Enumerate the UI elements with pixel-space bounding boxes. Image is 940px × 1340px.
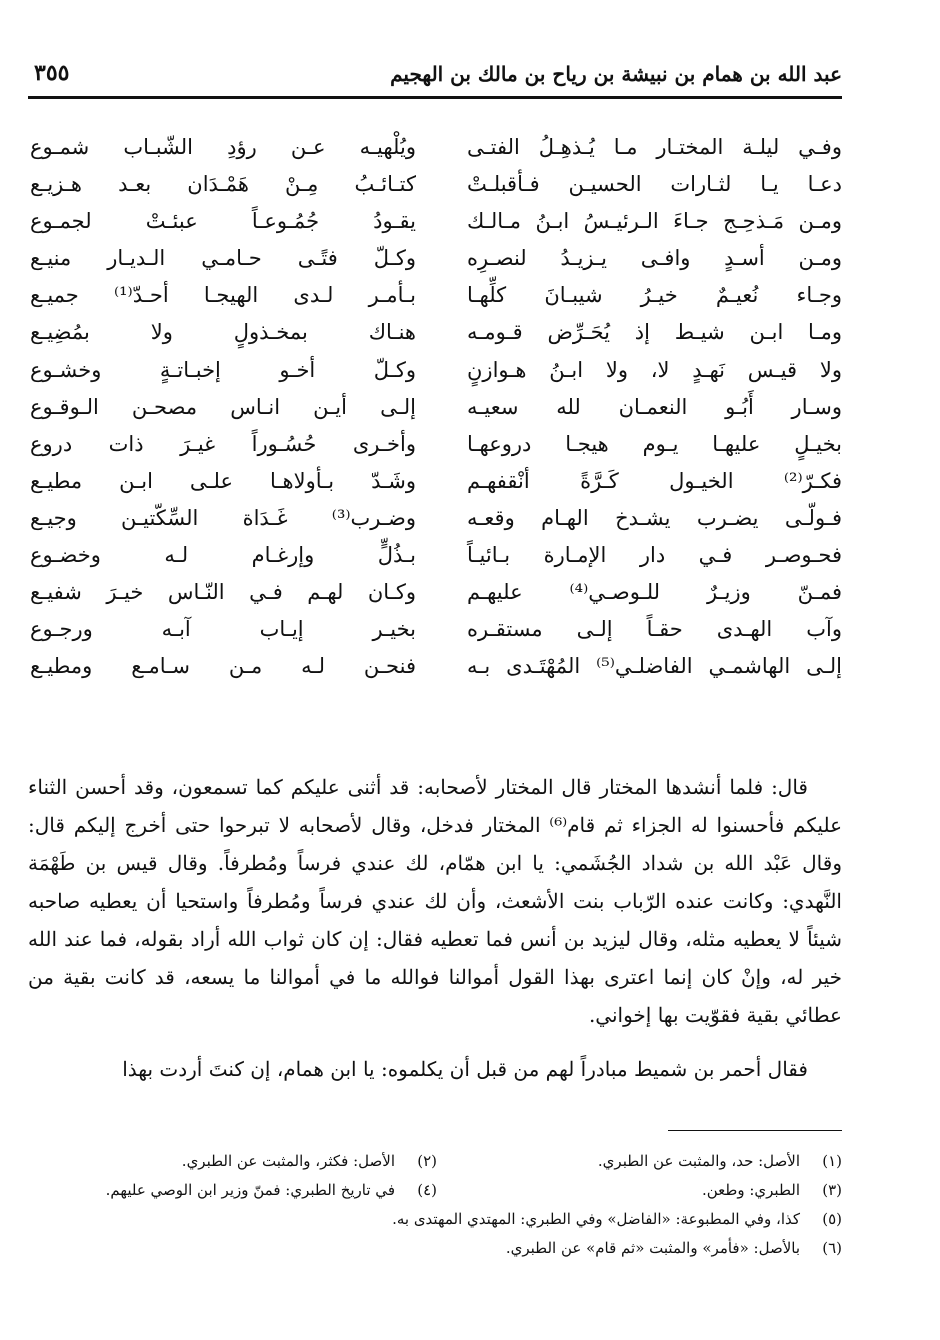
verse-first-hemistich: ومـا ابـن شيـط إذ يُحَـرِّض قـومـه <box>467 320 842 345</box>
header-rule <box>28 96 842 99</box>
verse-first-hemistich: وفـي ليلـة المختـار مـا يُـذهِـلُ الفتـى <box>467 135 842 159</box>
footnote <box>106 1177 437 1204</box>
verse-second-hemistich: وأخـرى حُسُـوراً غيـرَ ذات دروع <box>30 431 416 456</box>
verse-first-hemistich: ومـن مَـذحِـج جـاءَ الـرئيـسُ ابـنُ مـالـك <box>467 209 842 234</box>
verse-second-hemistich: وشَـدّ بـأولاهـا علـى ابـن مطيـع <box>30 468 416 493</box>
poem-verse <box>28 276 842 313</box>
poem-verse <box>28 388 842 425</box>
verse-second-hemistich: إلـى أيـن انـاس مصحـن الـوقـوع <box>30 394 416 419</box>
poem-verse <box>28 239 842 276</box>
poem-verse <box>28 647 842 684</box>
header-title: عبد الله بن همام بن نبيشة بن رياح بن مالك بن الهجيم <box>390 62 842 86</box>
footnotes <box>28 1148 842 1264</box>
poem-verse <box>28 462 842 499</box>
footnote <box>598 1148 842 1175</box>
poem-verse <box>28 536 842 573</box>
footnote-number: (٤) <box>417 1181 437 1199</box>
prose-body <box>28 768 842 1088</box>
verse-second-hemistich: يقـودُ جُمُـوعـاً عبئـتْ لجمـوع <box>30 209 416 234</box>
footnote <box>506 1235 842 1262</box>
poem-verse <box>28 313 842 350</box>
running-header <box>28 58 842 94</box>
verse-second-hemistich: كتـائـبُ مِـنْ هَمْـدَان بعـد هـزيـع <box>30 172 416 197</box>
verse-first-hemistich: دعـا يـا لثـارات الحسيـن فـأقبلـتْ <box>467 172 842 197</box>
verse-second-hemistich: بـذُلٍّ وإرغـام لـه وخضـوع <box>30 543 416 568</box>
verse-first-hemistich: وجـاء نُعيـمٌ خيـرُ شيبـانَ كلِّهـا <box>467 283 842 308</box>
poem <box>28 128 842 758</box>
poem-verse <box>28 499 842 536</box>
poem-verse <box>28 165 842 202</box>
footnote-number: (٦) <box>822 1239 842 1257</box>
verse-second-hemistich: وكـلّ أخـو إخبـاتـةٍ وخشـوع <box>30 357 416 382</box>
footnote-text: في تاريخ الطبري: فمنّ وزير ابن الوصي عليهم. <box>105 1181 395 1199</box>
verse-first-hemistich: فمـنّ وزيـرٌ للـوصـي⁽⁴⁾ عليهـم <box>467 580 842 605</box>
footnote-number: (٣) <box>822 1181 842 1199</box>
verse-second-hemistich: وضـرب⁽³⁾ غَـدَاة السِّكّتيـن وجيـع <box>30 505 416 530</box>
verse-second-hemistich: بخيـر إيـاب آبـه ورجـوع <box>30 617 416 642</box>
footnote-row <box>28 1177 842 1206</box>
verse-second-hemistich: وكـلّ فتًـى حـامـي الـديـار منيـع <box>30 246 416 271</box>
footnote-text: كذا، وفي المطبوعة: «الفاضل» وفي الطبري: المهتدي المهتدى به. <box>392 1210 800 1228</box>
verse-first-hemistich: فحـوصـر فـي دار الإمـارة بـائيـاً <box>467 543 842 568</box>
verse-first-hemistich: وسـار أَبُـو النعمـان لله سعيـه <box>467 394 842 419</box>
verse-second-hemistich: هنـاك بمخـذولٍ ولا بمُضِيـع <box>30 320 416 345</box>
footnote-row <box>28 1235 842 1264</box>
footnote-rule <box>668 1130 842 1131</box>
page-number: ٣٥٥ <box>34 60 70 86</box>
verse-first-hemistich: فكـرّ⁽²⁾ الخيـول كَـرَّةً أنْقفهـم <box>467 468 842 493</box>
verse-second-hemistich: بـأمـر لـدى الهيجـا أحـدّ⁽¹⁾ جميـع <box>30 283 416 308</box>
poem-verse <box>28 351 842 388</box>
verse-first-hemistich: بخيـلٍ عليهـا يـوم هيجـا دروعهـا <box>467 431 842 456</box>
footnote-number: (١) <box>822 1152 842 1170</box>
footnote <box>702 1177 842 1204</box>
poem-verse <box>28 573 842 610</box>
footnote <box>182 1148 437 1175</box>
prose-paragraph: قال: فلما أنشدها المختار قال المختار لأصحابه: قد أثنى عليكم كما تسمعون، وقد أحسن الثناء عليكم فأحسنوا له الجزاء ثم قام⁽⁶⁾ المختار فدخل، وقال لأصحابه لا تبرحوا حتى أخرج إليكم قال: وقال عَبْد الله بن شداد الجُشَمي: يا ابن همّام، لك عندي فرساً ومُطرفاً. وقال قيس بن طَهْمَة النَّهدي: وكانت عنده الرّباب بنت الأشعث، وأن لك عندي فرساً ومُطرفاً واستحيا أن يعطيه صاحبه شيئاً لا يعطيه مثله، وقال ليزيد بن أنس فما تعطيه فقال: إن كان ثواب الله أراد بقوله، فما عند الله خير له، وإنْ كان إنما اعترى بهذا القول أموالنا فوالله ما في أموالنا ما يسعه، قد كانت بقية من عطائي بقية فقوّيت بها إخواني. <box>28 775 843 1027</box>
footnote-text: الأصل: فكثر، والمثبت عن الطبري. <box>181 1152 395 1170</box>
verse-second-hemistich: وكـان لهـم فـي النّـاس خيـرَ شفيـع <box>30 580 416 605</box>
verse-first-hemistich: وآب الهـدى حقـاً إلـى مستقـره <box>467 617 842 642</box>
poem-verse <box>28 128 842 165</box>
footnote-number: (٥) <box>822 1210 842 1228</box>
footnote-row <box>28 1148 842 1177</box>
verse-second-hemistich: ويُلْهيـه عـن رؤدِ الشّبـاب شمـوع <box>30 135 416 159</box>
prose-paragraph: فقال أحمر بن شميط مبادراً لهم من قبل أن يكلموه: يا ابن همام، إن كنتَ أردت بهذا <box>122 1057 808 1081</box>
footnote-number: (٢) <box>417 1152 437 1170</box>
poem-verse <box>28 425 842 462</box>
poem-verse <box>28 610 842 647</box>
footnote <box>392 1206 842 1233</box>
verse-first-hemistich: ولا قيـس نَهـدٍ لا، ولا ابـنُ هـوازنٍ <box>467 357 842 382</box>
footnote-text: الطبري: وطعن. <box>701 1181 800 1199</box>
footnote-row <box>28 1206 842 1235</box>
verse-second-hemistich: فنحـن لـه مـن سـامـع ومطيـع <box>30 654 416 679</box>
verse-first-hemistich: فـولّـى يضـرب يشـدخ الهـام وقعـه <box>467 505 842 530</box>
poem-verse <box>28 202 842 239</box>
footnote-text: الأصل: حد، والمثبت عن الطبري. <box>597 1152 800 1170</box>
verse-first-hemistich: ومـن أسـدٍ وافـى يـزيـدُ لنصـرِه <box>467 246 842 271</box>
footnote-text: بالأصل: «فأمر» والمثبت «ثم قام» عن الطبري. <box>505 1239 800 1257</box>
verse-first-hemistich: إلـى الهاشمـي الفاضلـي⁽⁵⁾ المُهْتَـدى بـه <box>467 654 842 679</box>
